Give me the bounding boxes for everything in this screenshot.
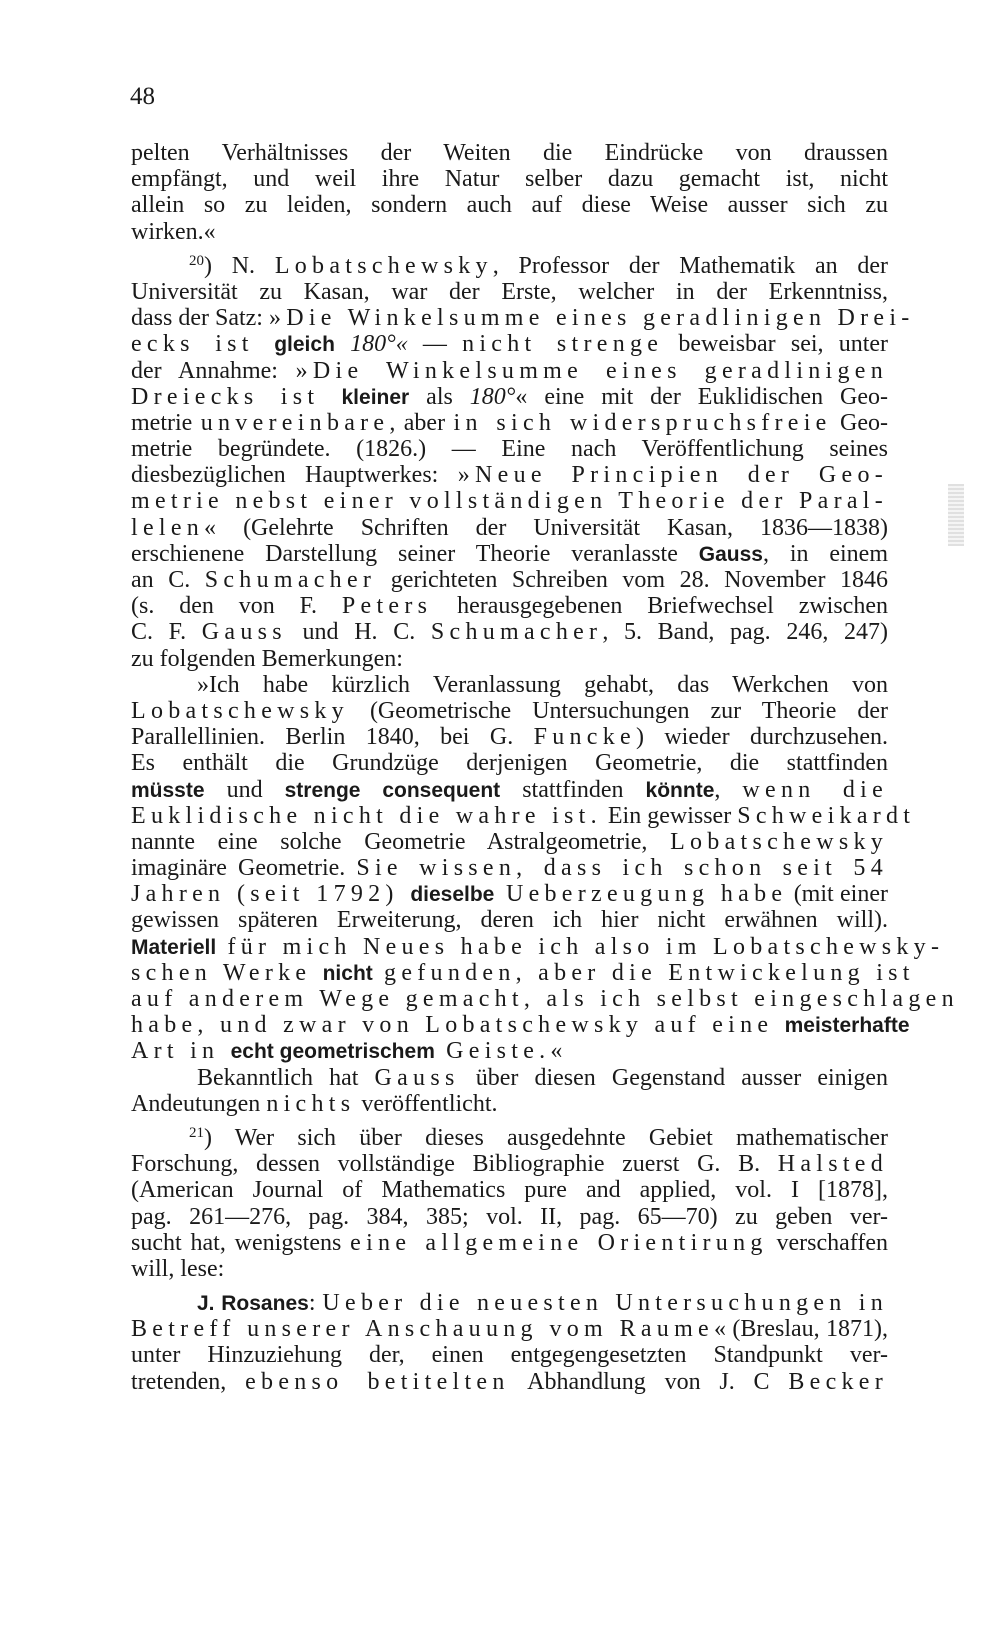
text-line: gewissen späteren Erweiterung, deren ich hier nicht erwähnen will). <box>131 907 888 934</box>
continuation-paragraph <box>131 140 888 245</box>
text-line: Universität zu Kasan, war der Erste, welcher in der Erkenntniss, <box>131 278 888 305</box>
rosanes-reference <box>131 1290 888 1395</box>
page-body <box>131 140 959 1395</box>
text-line: sucht hat, wenigstens eine allgemeine Orientirung verschaffen <box>131 1229 888 1256</box>
text-line: $^{21}$) Wer sich über dieses ausgedehnte Gebiet mathematischer <box>189 1124 888 1151</box>
after-quotation-paragraph <box>131 1065 888 1117</box>
text-line: Jahren (seit 1792) dieselbe Ueberzeugung habe (mit einer <box>131 881 888 908</box>
text-line: C. F. Gauss und H. C. Schumacher, 5. Band, pag. 246, 247) <box>131 619 888 646</box>
page-number: 48 <box>130 83 155 110</box>
text-line: ecks ist gleich 180°« — nicht strenge beweisbar sei, unter <box>131 331 889 358</box>
margin-scan-artifact <box>948 484 964 546</box>
text-line: zu folgenden Bemerkungen: <box>131 645 403 672</box>
text-line: lelen« (Gelehrte Schriften der Universität Kasan, 1836—1838) <box>131 514 888 541</box>
text-line: J. Rosanes: Ueber die neuesten Untersuchungen in <box>197 1290 889 1317</box>
author-name: Lobatschewsky <box>274 252 493 279</box>
text-line: Parallellinien. Berlin 1840, bei G. Funcke) wieder durchzusehen. <box>131 724 888 751</box>
text-line: auf anderem Wege gemacht, als ich selbst eingeschlagen <box>131 986 959 1012</box>
footnote-21 <box>131 1125 888 1282</box>
text-line: diesbezüglichen Hauptwerkes: »Neue Principien der Geo- <box>131 462 888 489</box>
text-line: Forschung, dessen vollständige Bibliographie zuerst G. B. Halsted <box>131 1151 888 1178</box>
text-line: will, lese: <box>131 1255 225 1282</box>
gauss-quotation <box>131 671 959 1065</box>
text-line: Euklidische nicht die wahre ist. Ein gewisser Schweikardt <box>131 802 916 829</box>
text-line: metrie begründete. (1826.) — Eine nach Veröffentlichung seines <box>131 436 888 463</box>
text-line: nannte eine solche Geometrie Astralgeometrie, Lobatschewsky <box>131 828 888 855</box>
text-line: der Annahme: »Die Winkelsumme eines geradlinigen <box>131 357 888 384</box>
text-line: Materiell für mich Neues habe ich also im Lobatschewsky- <box>131 933 945 960</box>
text-line: müsste und strenge consequent stattfinden könnte, wenn die <box>131 776 888 803</box>
text-line: Lobatschewsky (Geometrische Untersuchungen zur Theorie der <box>131 697 888 724</box>
text-line: wirken.« <box>131 218 216 245</box>
text-line: an C. Schumacher gerichteten Schreiben vom 28. November 1846 <box>131 567 888 593</box>
text-line: Dreiecks ist kleiner als 180°« eine mit der Euklidischen Geo- <box>131 383 888 410</box>
text-line: »Ich habe kürzlich Veranlassung gehabt, das Werkchen von <box>197 671 888 698</box>
text-line: Betreff unserer Anschauung vom Raume« (Breslau, 1871), <box>131 1316 888 1343</box>
text-line: habe, und zwar von Lobatschewsky auf eine meisterhafte <box>131 1012 910 1039</box>
text-line: metrie unvereinbare, aber in sich widerspruchsfreie Geo- <box>131 409 888 436</box>
text-line: pelten Verhältnisses der Weiten die Eindrücke von draussen <box>131 140 888 166</box>
text-line: metrie nebst einer vollständigen Theorie der Paral- <box>131 488 888 515</box>
text-line: tretenden, ebenso betitelten Abhandlung von J. C Becker <box>131 1368 888 1395</box>
text-line: imaginäre Geometrie. Sie wissen, dass ich schon seit 54 <box>131 855 888 882</box>
text-line: Art in echt geometrischem Geiste.« <box>131 1038 568 1065</box>
text-line: Andeutungen nichts veröffentlicht. <box>131 1090 498 1117</box>
footnote-20 <box>131 252 915 672</box>
text-line: erschienene Darstellung seiner Theorie veranlasste Gauss, in einem <box>131 540 888 567</box>
text-line: dass der Satz: »Die Winkelsumme eines geradlinigen Drei- <box>131 305 915 332</box>
text-line: pag. 261—276, pag. 384, 385; vol. II, pag. 65—70) zu geben ver- <box>131 1203 888 1230</box>
text-line: unter Hinzuziehung der, einen entgegengesetzten Standpunkt ver- <box>131 1342 888 1369</box>
text-line: (American Journal of Mathematics pure and applied, vol. I [1878], <box>131 1177 888 1204</box>
text-line: empfängt, und weil ihre Natur selber dazu gemacht ist, nicht <box>131 166 888 193</box>
text-line: $^{20}$) N. Lobatschewsky, Professor der Mathematik an der <box>189 252 888 279</box>
footnote-marker: 20 <box>189 252 204 269</box>
text-line: schen Werke nicht gefunden, aber die Entwickelung ist <box>131 959 915 986</box>
text-line: (s. den von F. Peters herausgegebenen Briefwechsel zwischen <box>131 593 888 620</box>
text-line: allein so zu leiden, sondern auch auf diese Weise ausser sich zu <box>131 192 888 219</box>
text-line: Bekanntlich hat Gauss über diesen Gegenstand ausser einigen <box>197 1064 889 1091</box>
footnote-marker: 21 <box>189 1124 204 1141</box>
text-line: Es enthält die Grundzüge derjenigen Geometrie, die stattfinden <box>131 750 888 777</box>
